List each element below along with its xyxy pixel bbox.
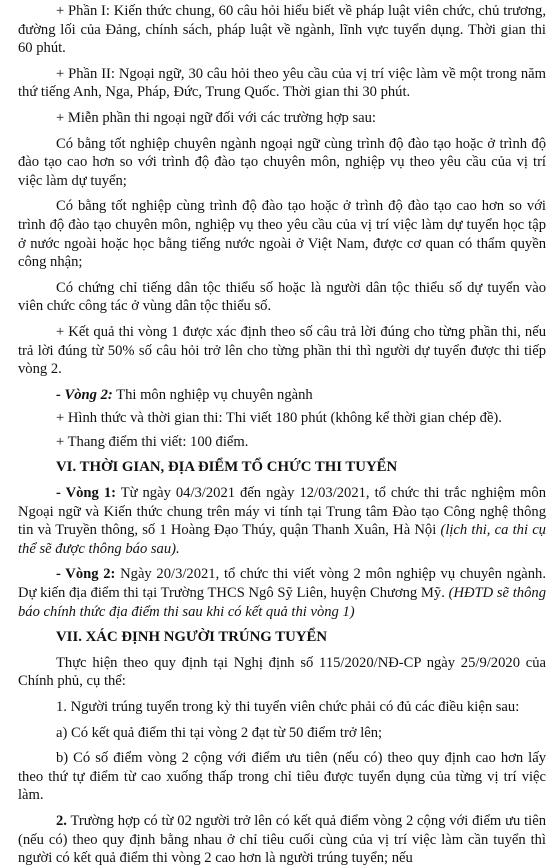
s7-c2-label: 2. [56, 812, 67, 829]
paragraph-exam-format: + Hình thức và thời gian thi: Thi viết 180 phút (không kể thời gian chép đề). [56, 410, 502, 427]
section-7-condition-1a: a) Có kết quả điểm thi tại vòng 2 đạt từ 50 điểm trở lên; [56, 724, 383, 741]
round2-label: - Vòng 2: [56, 386, 113, 403]
s6-round1-label: - Vòng 1: [56, 485, 116, 502]
paragraph-part-1: + Phần I: Kiến thức chung, 60 câu hỏi hiểu biết về pháp luật viên chức, chủ trương, đường lối của Đảng, chính sách, pháp luật về ngành, lĩnh vực tuyển dụng. Thời gian thi 60 phút. [18, 3, 546, 57]
section-6-heading: VI. THỜI GIAN, ĐỊA ĐIỂM TỔ CHỨC THI TUYỂN [56, 459, 398, 476]
paragraph-round2 [18, 386, 546, 405]
s6-round2-note: (HĐTD sẽ thông báo chính thức địa điểm thi sau khi có kết quả thi vòng 1) [18, 585, 546, 620]
section-7-condition-2 [18, 812, 546, 868]
paragraph-part-2: + Phần II: Ngoại ngữ, 30 câu hỏi theo yêu cầu của vị trí việc làm về một trong năm thứ tiếng Anh, Nga, Pháp, Đức, Trung Quốc. Thời gian thi 30 phút. [18, 65, 546, 101]
section-7-condition-1: 1. Người trúng tuyển trong kỳ thi tuyển viên chức phải có đủ các điều kiện sau: [56, 699, 520, 715]
s6-round1-note: (lịch thi, ca thi cụ thể sẽ được thông báo sau). [18, 522, 546, 557]
paragraph-score-scale: + Thang điểm thi viết: 100 điểm. [56, 433, 249, 450]
section-7-condition-1b: b) Có số điểm vòng 2 cộng với điểm ưu tiên (nếu có) theo quy định cao hơn lấy theo thứ tự điểm từ cao xuống thấp trong chỉ tiêu được tuyển dụng của từng vị trí việc làm. [18, 750, 546, 804]
s6-round2-label: - Vòng 2: [56, 566, 116, 583]
paragraph-exemption-1: Có bằng tốt nghiệp chuyên ngành ngoại ngữ cùng trình độ đào tạo hoặc ở trình độ đào tạo cao hơn so với trình độ đào tạo chuyên môn, nghiệp vụ theo yêu cầu của vị trí việc làm dự tuyển; [18, 135, 546, 189]
paragraph-exemption-3: Có chứng chỉ tiếng dân tộc thiểu số hoặc là người dân tộc thiểu số dự tuyển vào viên chức công tác ở vùng dân tộc thiểu số. [18, 279, 546, 315]
section-6-round1 [18, 484, 546, 558]
section-6-round2 [18, 565, 546, 621]
s6-round2-text: Ngày 20/3/2021, tổ chức thi viết vòng 2 môn nghiệp vụ chuyên ngành. Dự kiến địa điểm thi tại Trường THCS Ngô Sỹ Liên, huyện Chương Mỹ. [18, 566, 546, 602]
paragraph-round1-result: + Kết quả thi vòng 1 được xác định theo số câu trả lời đúng cho từng phần thi, nếu trả lời đúng từ 50% số câu hỏi trở lên cho từng phần thi thì người dự tuyển được thi tiếp vòng 2. [18, 323, 546, 378]
s7-c2-text: Trường hợp có từ 02 người trở lên có kết quả điểm vòng 2 cộng với điểm ưu tiên (nếu có) theo quy định bằng nhau ở chỉ tiêu cuối cùng của vị trí việc làm cần tuyển thì người có kết quả điểm thi vòng 2 cao hơn là người trúng tuyển; nếu [18, 812, 546, 867]
section-7-intro: Thực hiện theo quy định tại Nghị định số 115/2020/NĐ-CP ngày 25/9/2020 của Chính phủ, cụ thể: [18, 654, 546, 690]
paragraph-exemption: + Miễn phần thi ngoại ngữ đối với các trường hợp sau: [56, 109, 376, 126]
section-7-heading: VII. XÁC ĐỊNH NGƯỜI TRÚNG TUYỂN [56, 629, 328, 646]
s6-round1-text: Từ ngày 04/3/2021 đến ngày 12/03/2021, tổ chức thi trắc nghiệm môn Ngoại ngữ và Kiến thức chung trên máy vi tính tại Trung tâm Đào tạo Công nghệ thông tin và Truyền thông, số 1 Hoàng Đạo Thúy, quận Thanh Xuân, Hà Nội [18, 485, 546, 539]
round2-text: Thi môn nghiệp vụ chuyên ngành [112, 386, 313, 403]
paragraph-exemption-2: Có bằng tốt nghiệp cùng trình độ đào tạo hoặc ở trình độ đào tạo cao hơn so với trình độ đào tạo chuyên môn, nghiệp vụ theo yêu cầu của vị trí việc làm dự tuyển học tập ở nước ngoài hoặc học bằng tiếng nước ngoài ở Việt Nam, được cơ quan có thẩm quyền công nhận; [18, 198, 546, 271]
